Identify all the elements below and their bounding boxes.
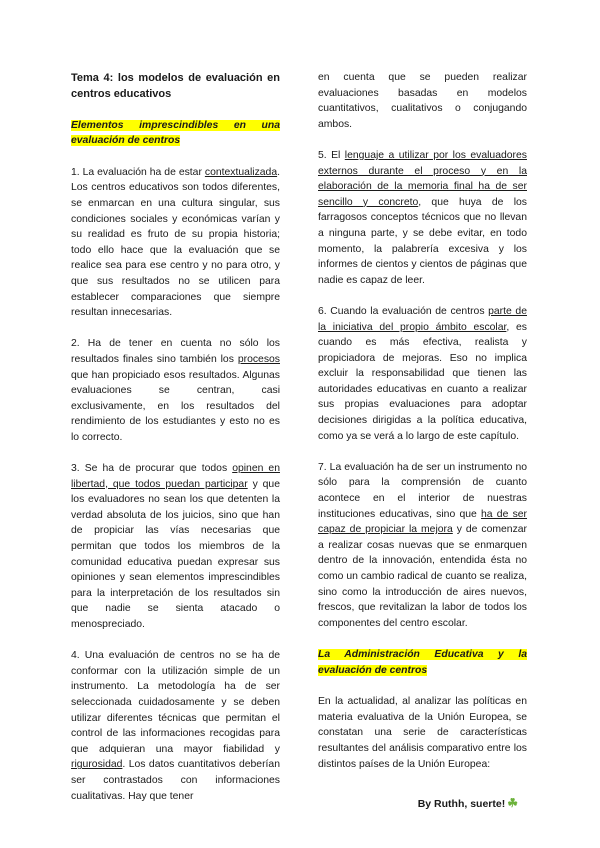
right-column: [318, 70, 527, 788]
paragraph-3: [71, 461, 280, 633]
paragraph-text: y que los evaluadores no sean los que detenten la verdad absoluta de los juicios, sino que han de propiciar las vías necesarias que permitan que todos los miembros de la comunidad educativa puedan expresar sus opiniones y sean elementos imprescindibles para la interpretación de los resultados sin que nadie se sienta atacado o menospreciado.: [71, 478, 280, 630]
paragraph-1: [71, 165, 280, 321]
underlined-text: opinen en libertad, que todos puedan participar: [71, 463, 280, 490]
paragraph-text: , es cuando es más efectiva, realista y propiciadora de mejoras. Eso no implica excluir la responsabilidad que tienen las autoridades educativas en cuanto a realizar sus propias evaluaciones para adoptar decisiones dirigidas a la política educativa, como ya se verá a lo largo de este capítulo.: [318, 321, 528, 442]
paragraph-6: [318, 304, 527, 444]
underlined-text: rigurosidad: [71, 759, 123, 771]
paragraph-text: 7. La evaluación ha de ser un instrumento no sólo para la comprensión de cuanto acontece en el interior de nuestras instituciones educativas, sino que: [318, 461, 527, 520]
paragraph-4-continued: en cuenta que se pueden realizar evaluaciones basadas en modelos cuantitativos, cualitativos o conjugando ambos.: [318, 72, 527, 130]
paragraph-text: , que huya de los farragosos conceptos técnicos que no llevan a ninguna parte, y se debe evitar, en todo momento, la palabrería excesiva y los informes de cientos y cientos de páginas que nadie es capaz de leer.: [318, 196, 527, 286]
underlined-text: lenguaje a utilizar por los evaluadores externos durante el proceso y en la elaboración de la memoria final ha de ser sencillo y concreto: [318, 149, 527, 208]
clover-icon: ☘: [507, 796, 518, 810]
paragraph-text: . Los centros educativos son todos diferentes, se enmarcan en una cultura singular, sus condiciones sociales y económicas varían y su realidad es fruto de su propia historia; todo ello hace que la evaluación que se realice sea para ese centro y no para otro, y que sus resultados no se utilicen para establecer comparaciones que siempre resultan innecesarias.: [71, 166, 280, 319]
paragraph-text: 3. Se ha de procurar que todos: [71, 463, 233, 475]
footer-text: By Ruthh, suerte!: [417, 798, 506, 810]
paragraph-text: . Los datos cuantitativos deberían ser contrastados con informaciones cualitativas. Hay que tener: [71, 759, 280, 802]
paragraph-text: 2. Ha de tener en cuenta no sólo los resultados finales sino también los: [71, 338, 280, 365]
paragraph-8: En la actualidad, al analizar las políticas en materia evaluativa de la Unión Europea, se constatan una serie de características resultantes del análisis comparativo entre los distintos países de la Unión Europea:: [318, 696, 527, 770]
page-title: Tema 4: los modelos de evaluación en centros educativos: [71, 72, 280, 100]
section-heading-administracion: [318, 647, 527, 678]
underlined-text: contextualizada: [204, 166, 278, 178]
paragraph-text: que han propiciado esos resultados. Algunas evaluaciones se centran, casi exclusivamente, en los resultados del rendimiento de los estudiantes y esto no es lo correcto.: [71, 369, 280, 443]
paragraph-text: 6. Cuando la evaluación de centros: [318, 305, 489, 317]
paragraph-text: 4. Una evaluación de centros no se ha de conformar con la utilización simple de un instrumento. La metodología ha de ser seleccionada cuidadosamente y se deben utilizar diferentes técnicas que permitan el control de las informaciones recogidas para que adquieran una mayor fiabilidad y: [71, 650, 280, 755]
paragraph-text: y de comenzar a realizar cosas nuevas que se enmarquen dentro de la innovación, entendida ésta no como un cambio radical de cuanto se realiza, sino como la introducción de aires nuevos, frescos, que revitalizan la labor de todos los componentes del centro escolar.: [318, 524, 527, 629]
underlined-text: ha de ser capaz de propiciar la mejora: [318, 508, 528, 536]
paragraph-5: [318, 148, 527, 288]
section-heading-text: La Administración Educativa y la evaluación de centros: [318, 648, 527, 676]
paragraph-text: 5. El: [318, 149, 345, 161]
paragraph-4: [71, 648, 280, 804]
section-heading-elementos: [71, 118, 280, 149]
paragraph-text: 1. La evaluación ha de estar: [71, 166, 205, 178]
paragraph-2: [71, 336, 280, 445]
section-heading-text: Elementos imprescindibles en una evaluación de centros: [71, 119, 280, 147]
footer-signature: [418, 796, 518, 810]
left-column: [71, 70, 280, 820]
underlined-text: procesos: [237, 353, 280, 365]
paragraph-7: [318, 460, 527, 632]
underlined-text: parte de la iniciativa del propio ámbito escolar: [318, 305, 527, 333]
